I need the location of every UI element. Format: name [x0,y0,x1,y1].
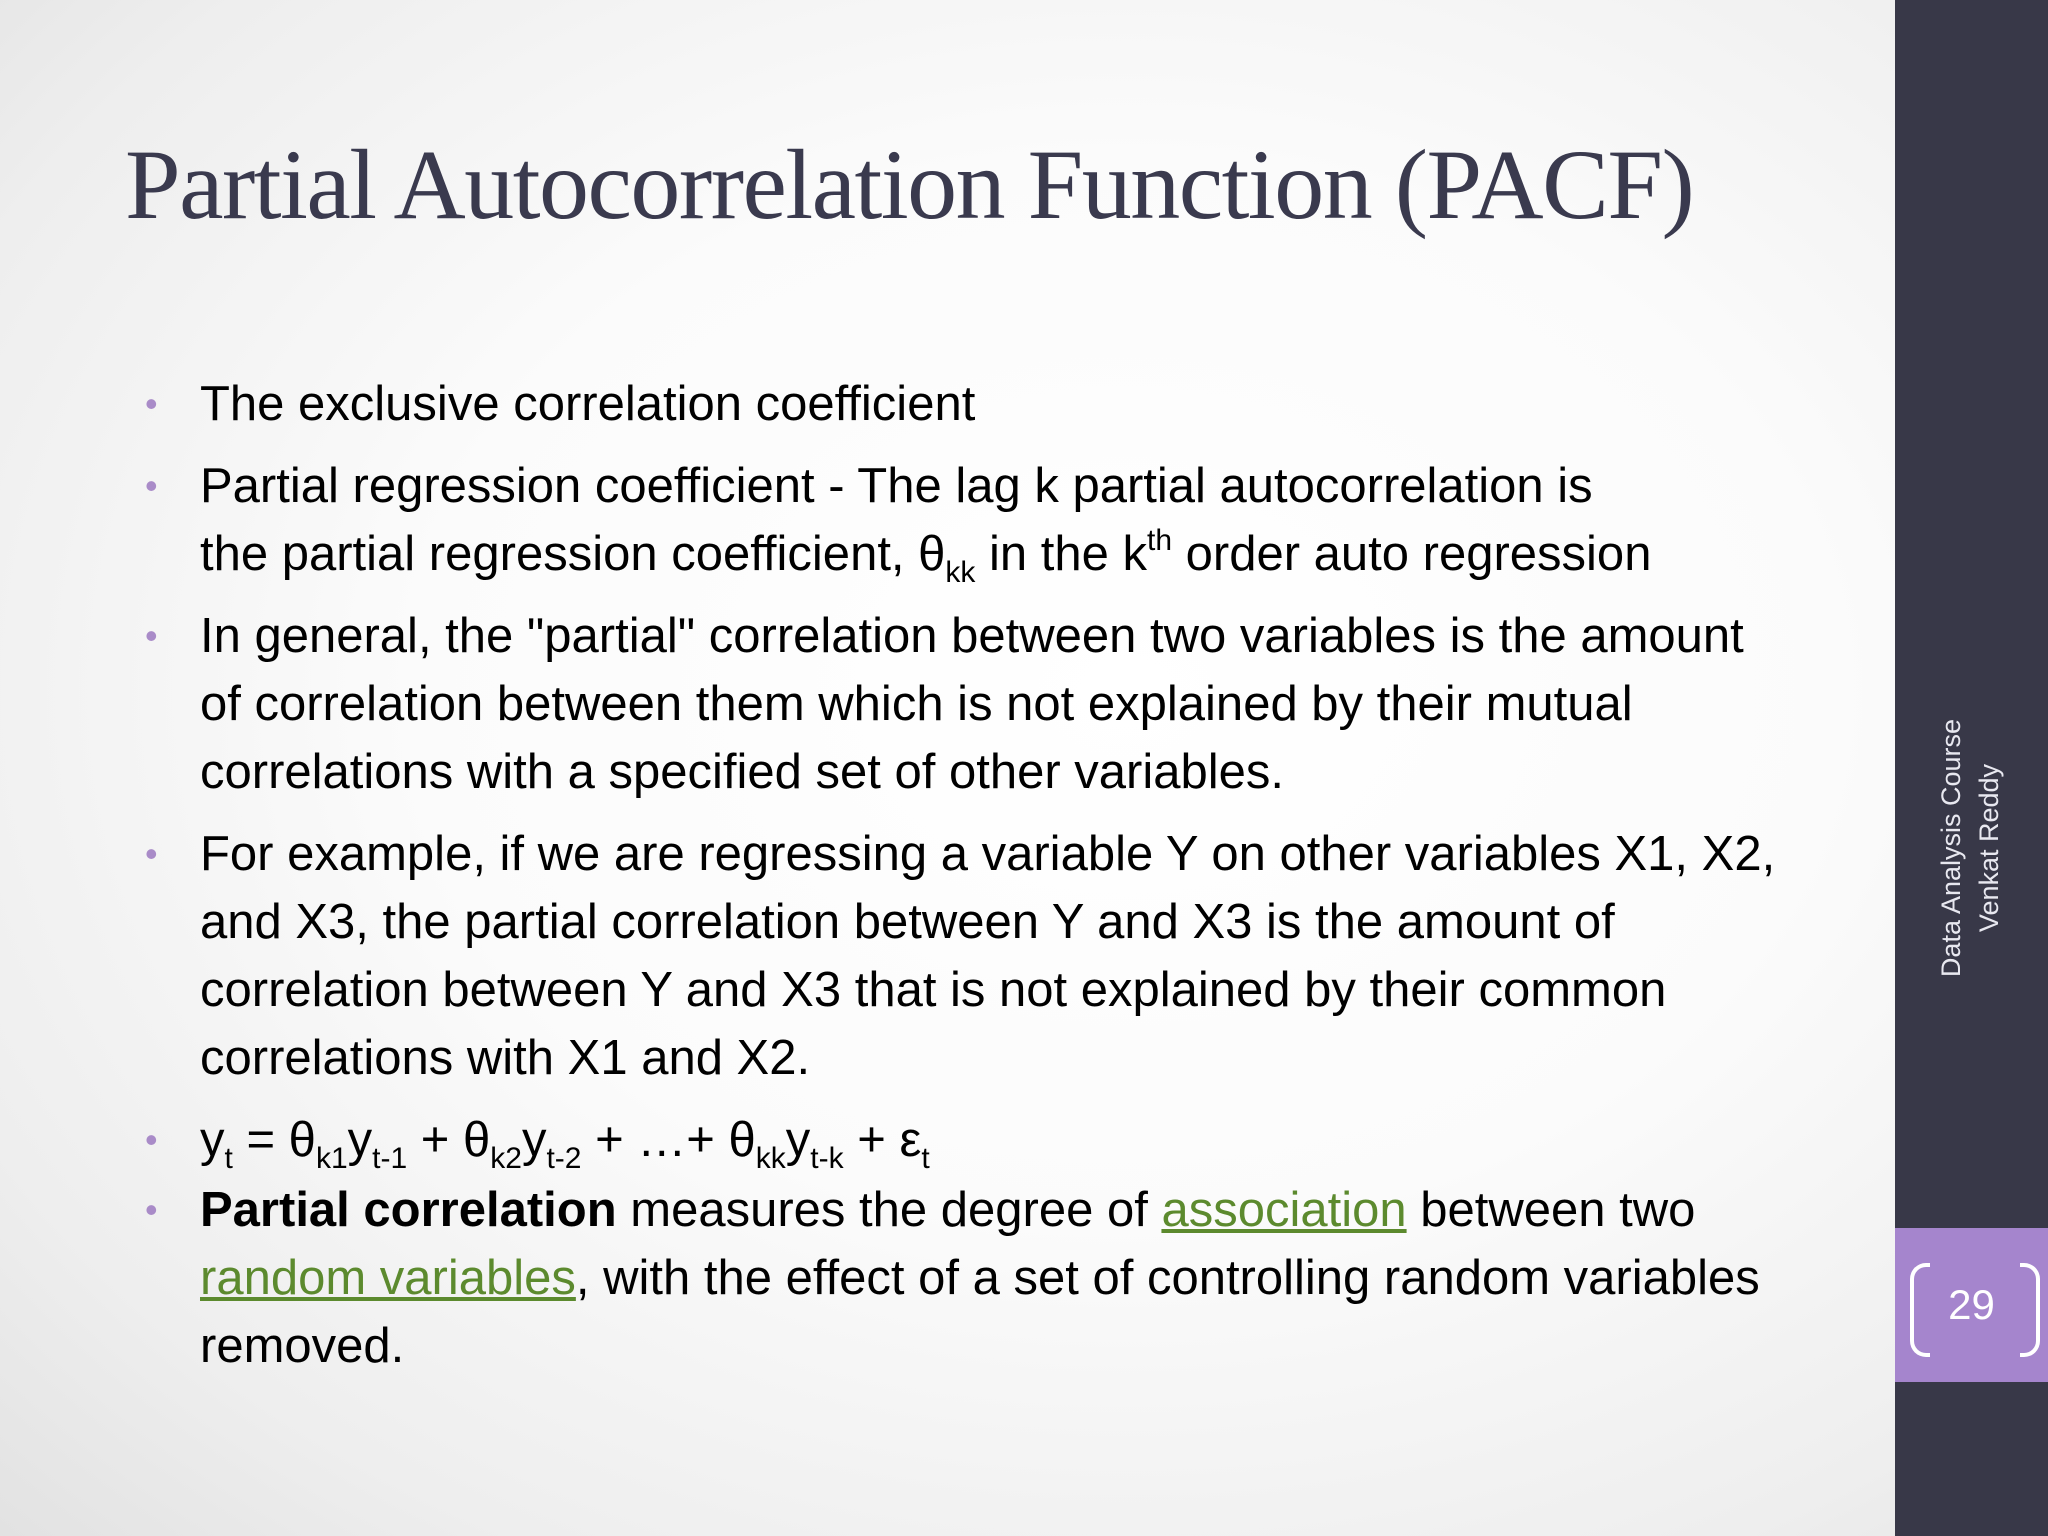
author-name: Venkat Reddy [1974,763,2004,933]
subscript: t [224,1142,233,1175]
equation [200,1113,930,1175]
eq-term: y [347,1113,373,1167]
eq-term: y [521,1113,547,1167]
eq-term: + θ [407,1113,491,1167]
page-number: 29 [1948,1281,1995,1328]
eq-term: y [200,1113,225,1167]
bullet-text: In general, the "partial" correlation between two variables is the amount of correlation between them which is not explained by their mutual correlations with a specified set of other variables. [200,609,1744,799]
eq-term: y [785,1113,811,1167]
bullet-list [145,370,1795,1394]
eq-term: + …+ θ [581,1113,756,1167]
slide-title: Partial Autocorrelation Function (PACF) [125,129,1694,240]
subscript: t-2 [546,1142,582,1175]
bullet-dot-icon: • [145,383,158,424]
bullet-item [145,602,1795,806]
bullet-item [145,370,1795,438]
bullet-dot-icon: • [145,615,158,656]
bullet-dot-icon: • [145,465,158,506]
bullet-dot-icon: • [145,833,158,874]
bold-term: Partial correlation [200,1183,617,1237]
subscript: kk [755,1142,786,1175]
bullet-text: Partial regression coefficient - The lag k partial autocorrelation is [200,459,1593,513]
subscript: k2 [490,1142,522,1175]
subscript: t-k [810,1142,844,1175]
superscript: th [1147,524,1173,557]
right-bracket-icon [2020,1263,2040,1357]
bullet-item [145,820,1795,1092]
association-link[interactable]: association [1161,1183,1407,1237]
bullet-text: order auto regression [1172,527,1652,581]
subscript: t-1 [372,1142,408,1175]
subscript: kk [945,556,976,589]
bullet-text: between two [1406,1183,1696,1237]
bullet-text: the partial regression coefficient, θ [200,527,946,581]
page-number-box [1895,1228,2048,1382]
bullet-dot-icon: • [145,1189,158,1230]
bullet-text: , with the effect of a set of controlling random variables removed. [200,1251,1760,1373]
sidebar-caption [1932,719,2008,977]
bullet-text: The exclusive correlation coefficient [200,377,976,431]
equation-bullet [145,1106,1795,1174]
eq-term: + ε [843,1113,922,1167]
bullet-item [145,452,1795,588]
bullet-item [145,1176,1795,1380]
bullet-text: measures the degree of [616,1183,1162,1237]
random-variables-link[interactable]: random variables [200,1251,576,1305]
bullet-dot-icon: • [145,1119,158,1160]
subscript: k1 [315,1142,348,1175]
eq-term: = θ [232,1113,316,1167]
course-name: Data Analysis Course [1936,718,1966,978]
bullet-text: For example, if we are regressing a variable Y on other variables X1, X2, and X3, the partial correlation between Y and X3 is the amount of correlation between Y and X3 that is not explained by their common correlations with X1 and X2. [200,827,1776,1085]
subscript: t [921,1142,930,1175]
bullet-text: in the k [975,527,1148,581]
